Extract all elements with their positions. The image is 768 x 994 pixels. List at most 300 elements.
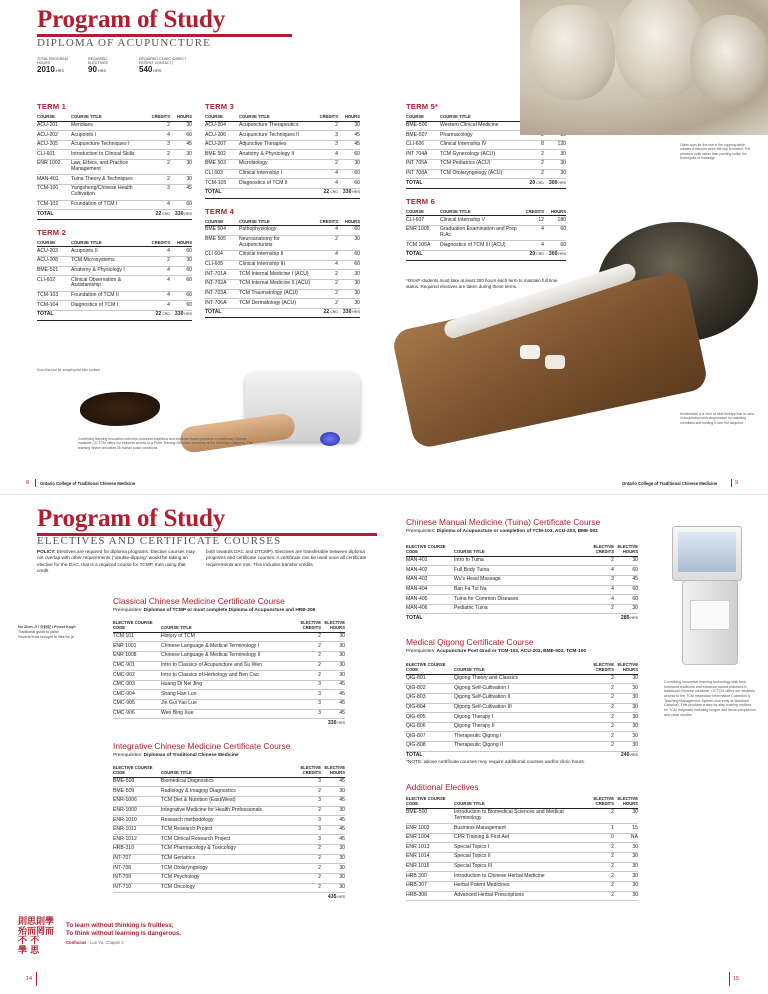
integrative-prereq	[113, 753, 239, 758]
course-title: Radiology & Imaging Diagnostics	[161, 787, 297, 797]
course-code: QIG-804	[406, 703, 454, 713]
course-credits: 2	[590, 604, 614, 614]
course-code: ACU-208	[37, 256, 71, 266]
course-code: ENR-1009	[113, 806, 161, 816]
table-row	[113, 690, 345, 700]
course-credits: 2	[590, 556, 614, 566]
quote-source	[66, 940, 124, 945]
qigong-note: *NOTE: above certificate courses may require additional courses and/or clinic hours.	[406, 760, 586, 765]
col-course: COURSE	[205, 218, 239, 226]
course-hours: 30	[614, 881, 638, 891]
course-credits: 3	[148, 185, 170, 200]
course-hours: 45	[170, 185, 192, 200]
course-hours: 30	[321, 845, 345, 855]
course-credits: 4	[316, 251, 338, 261]
col-header: ELECTIVE COURSE CODE	[406, 796, 454, 808]
col-header: ELECTIVE COURSE CODE	[406, 662, 454, 674]
course-title: Intro to Tuina	[454, 556, 590, 566]
course-code: ACU-202	[37, 131, 71, 141]
col-course: COURSE	[37, 113, 71, 121]
moxa-caption: Moxibustion is a form of heat therapy that is used in conjunction with acupuncture for warming meridians and holding it over the acupoint.	[680, 412, 754, 425]
course-title: Ban Fa Tui Na	[454, 585, 590, 595]
hours-unit: HRS	[336, 720, 345, 725]
col-credits: CREDITS	[522, 208, 544, 216]
term-table	[37, 113, 192, 220]
total-hours: 330 HRS	[338, 188, 360, 198]
course-code: INT 704A	[406, 150, 440, 160]
table-row	[205, 179, 360, 189]
course-title: Special Topics III	[454, 862, 590, 872]
course-credits: 4	[148, 266, 170, 276]
course-title: Therapeutic Qigong II	[454, 742, 590, 752]
total-hours: 330 HRS	[327, 719, 345, 726]
total-spacer	[71, 210, 148, 220]
course-credits: 3	[297, 835, 321, 845]
course-title: Western Clinical Medicine	[440, 121, 522, 131]
footer-divider	[36, 972, 37, 986]
course-table	[406, 662, 638, 760]
course-hours: 30	[614, 862, 638, 872]
course-title: TCM Dermatology (ACU)	[239, 299, 316, 309]
course-table	[113, 765, 345, 902]
course-credits: 2	[590, 693, 614, 703]
course-title: Special Topics II	[454, 853, 590, 863]
total-hours: 285 HRS	[620, 614, 638, 621]
col-credits: CREDITS	[316, 218, 338, 226]
course-title: Intro to Classics of Herbology and Ben Cao	[161, 671, 297, 681]
course-credits: 2	[590, 862, 614, 872]
course-credits: 3	[297, 700, 321, 710]
course-credits: 2	[590, 808, 614, 823]
course-hours: 60	[338, 150, 360, 160]
course-code: BME 502	[205, 150, 239, 160]
course-hours: 30	[614, 684, 638, 694]
course-code: TCM-103	[37, 291, 71, 301]
table-row	[205, 121, 360, 131]
total-label: TOTAL	[205, 188, 239, 198]
col-header: COURSE TITLE	[161, 765, 297, 777]
course-title: Chinese Language & Medical Terminology I	[161, 642, 297, 652]
course-hours: 30	[321, 787, 345, 797]
course-hours: 30	[321, 632, 345, 642]
course-hours: 30	[614, 604, 638, 614]
stat-unit: HRS	[54, 69, 64, 74]
course-code: CLI 603	[205, 169, 239, 179]
course-credits: 2	[522, 160, 544, 170]
course-code: CMC-904	[113, 690, 161, 700]
total-spacer	[590, 751, 614, 760]
qigong-prereq	[406, 649, 586, 654]
course-credits: 4	[590, 595, 614, 605]
side-caption-title: Nu Zhen Ji / 女針紀 / Pinset Kogh	[18, 625, 76, 629]
table-row	[113, 816, 345, 826]
table-row	[406, 703, 638, 713]
table-row	[406, 160, 566, 170]
col-course: COURSE	[37, 239, 71, 247]
course-title: Huang Di Nei Jing	[161, 680, 297, 690]
course-credits: 2	[297, 806, 321, 816]
course-code: HRB-307	[406, 881, 454, 891]
course-hours: 15	[614, 824, 638, 834]
course-hours: 45	[321, 709, 345, 719]
course-code: QIG-803	[406, 693, 454, 703]
course-hours: 30	[614, 843, 638, 853]
course-hours: 60	[170, 247, 192, 257]
course-code: BME 503	[205, 160, 239, 170]
table-row	[37, 175, 192, 185]
course-credits: 3	[297, 777, 321, 787]
course-code: MAN-402	[406, 566, 454, 576]
course-title: Jin Gui Yao Lue	[161, 700, 297, 710]
course-title: History of TCM	[161, 632, 297, 642]
col-header: ELECTIVE HOURS	[321, 620, 345, 632]
course-code: ACU-207	[205, 140, 239, 150]
course-credits: 3	[590, 575, 614, 585]
course-code: CLI-601	[37, 150, 71, 160]
col-hours: HOURS	[338, 218, 360, 226]
course-hours: 45	[321, 825, 345, 835]
total-label: TOTAL	[406, 251, 440, 261]
course-hours: 45	[321, 680, 345, 690]
course-credits: 4	[148, 276, 170, 291]
course-title: Integrative Medicine for Health Professionals	[161, 806, 297, 816]
term-heading: TERM 4	[205, 206, 235, 216]
col-header: COURSE TITLE	[454, 544, 590, 556]
col-header: ELECTIVE COURSE CODE	[113, 620, 161, 632]
cupping-glass-image	[520, 0, 768, 135]
prereq-label: Prerequisites:	[113, 753, 143, 758]
course-hours: 60	[170, 131, 192, 141]
course-title: TCM Otolaryngology	[161, 864, 297, 874]
course-credits: 1	[590, 824, 614, 834]
hours-unit: HRS	[629, 753, 638, 758]
course-code: TCM 101	[113, 632, 161, 642]
col-hours: HOURS	[170, 113, 192, 121]
total-credits: 22 CRD	[316, 188, 338, 198]
course-hours: 60	[338, 179, 360, 189]
course-code: INT-710	[113, 883, 161, 893]
course-code: CMC-902	[113, 671, 161, 681]
course-code: HRB 300	[406, 872, 454, 882]
col-header: ELECTIVE CREDITS	[590, 662, 614, 674]
course-hours: 30	[321, 642, 345, 652]
stat-unit: HRS	[96, 69, 106, 74]
course-hours: 30	[170, 256, 192, 266]
prereq-value: Diplomas of Traditional Chinese Medicine	[143, 753, 239, 758]
prereq-label: Prerequisites:	[113, 608, 143, 613]
table-row	[113, 709, 345, 719]
course-code: CMC-905	[113, 700, 161, 710]
course-code: ENR 1005	[406, 226, 440, 241]
course-title: Qigong Therapy I	[454, 713, 590, 723]
page-8-title: Program of Study	[37, 6, 225, 33]
course-title: Introduction to Biomedical Sciences and Medical Terminology	[454, 808, 590, 823]
col-title: COURSE TITLE	[440, 113, 522, 121]
total-label	[113, 719, 161, 728]
table-row	[406, 684, 638, 694]
course-credits: 3	[316, 131, 338, 141]
course-credits: 2	[316, 160, 338, 170]
table-row	[37, 140, 192, 150]
course-credits: 2	[590, 722, 614, 732]
total-hours: 330 HRS	[338, 308, 360, 318]
course-title: Introduction to Clinical Skills	[71, 150, 148, 160]
total-credits: 20 CRD	[522, 251, 544, 261]
total-credits: 22 CRD	[148, 210, 170, 220]
course-code: INT-703A	[205, 289, 239, 299]
course-code: MAN-406	[406, 604, 454, 614]
course-title: Clinical Internship II	[239, 251, 316, 261]
course-hours: 45	[338, 140, 360, 150]
course-title: Acupoints II	[71, 247, 148, 257]
hours-unit: HRS	[183, 211, 192, 216]
col-header: ELECTIVE HOURS	[614, 796, 638, 808]
course-credits: 2	[148, 256, 170, 266]
course-title: Qigong Self-Cultivation III	[454, 703, 590, 713]
course-title: Tuina Theory & Techniques	[71, 175, 148, 185]
course-code: ENR 1002	[37, 160, 71, 175]
course-hours: 45	[321, 796, 345, 806]
course-credits: 2	[297, 845, 321, 855]
total-hours: 300 HRS	[544, 179, 566, 189]
course-code: ENR 1014	[406, 853, 454, 863]
course-credits: 2	[316, 279, 338, 289]
prereq-value: Acupuncture Post Grad or TCM-103, ACU-203, BME-502, TCM-100	[436, 649, 587, 654]
term-heading: TERM 2	[37, 227, 67, 237]
col-hours: HOURS	[170, 239, 192, 247]
course-credits: 4	[148, 247, 170, 257]
course-hours: 30	[614, 891, 638, 901]
course-hours: 60	[170, 266, 192, 276]
course-title: TCM Oncology	[161, 883, 297, 893]
page-number-15: 15	[733, 976, 740, 982]
total-credits: 22 CRD	[148, 310, 170, 320]
total-hours: 330 HRS	[170, 210, 192, 220]
course-credits: 4	[316, 260, 338, 270]
total-hours: 435 HRS	[327, 893, 345, 900]
machine-caption: Combining innovative learning technology with time-honoured traditions and evidence based practices in traditional Chinese medicine, OCTCM offers our students access to the TCM Inspection Information Collection & Teaching Management System (currently at Markham Campus). This provides a step by step training method for TCM diagnosis including tongue and facial complexion and class studies.	[664, 680, 756, 717]
col-header: ELECTIVE HOURS	[614, 544, 638, 556]
course-code: INT-701A	[205, 270, 239, 280]
table-row	[113, 796, 345, 806]
course-hours: 30	[614, 742, 638, 752]
additional-electives-title: Additional Electives	[406, 782, 479, 792]
additional-electives-table	[406, 796, 638, 901]
table-row	[406, 216, 566, 226]
course-credits: 2	[148, 160, 170, 175]
total-row	[406, 251, 566, 261]
course-credits: 4	[148, 200, 170, 210]
total-row	[113, 893, 345, 902]
course-hours: 30	[338, 299, 360, 309]
course-title: TCM Clinical Research Project	[161, 835, 297, 845]
total-label	[113, 893, 161, 902]
course-code: QIG-807	[406, 732, 454, 742]
table-row	[37, 185, 192, 200]
policy-text-a: Electives are required for diploma programs. Elective courses may not overlap with other requirements ("double-dipping" would be taking an elective for the DAC, that is a required course for TCMP, then using that credit	[37, 549, 195, 574]
stat-block	[139, 57, 199, 74]
course-code: ACU-203	[37, 247, 71, 257]
course-credits: 0	[590, 833, 614, 843]
table-row	[406, 556, 638, 566]
table-row	[406, 241, 566, 251]
col-header: ELECTIVE HOURS	[614, 662, 638, 674]
stat-value: 540 HRS	[139, 65, 162, 75]
course-hours: 45	[170, 140, 192, 150]
term-heading: TERM 1	[37, 102, 67, 111]
table-row	[37, 150, 192, 160]
course-hours: 30	[614, 732, 638, 742]
course-credits: 3	[316, 140, 338, 150]
course-title: Qigong Theory and Classics	[454, 674, 590, 684]
tuina-table	[406, 544, 638, 623]
prereq-label: Prerequisites:	[406, 529, 436, 534]
course-code: CMC-901	[113, 661, 161, 671]
total-spacer	[297, 893, 321, 902]
course-credits: 4	[316, 169, 338, 179]
total-spacer	[239, 308, 316, 318]
course-title: TCM Pharmacology & Toxicology	[161, 845, 297, 855]
course-code: BME-508	[113, 777, 161, 787]
policy-text-continued: both towards DAC and DTCMP). Electives are transferable between diploma programs and certificate courses. A certificate can be used once all certificate requirements are met. This includes transfer credits.	[206, 549, 367, 567]
term-column-2	[205, 102, 360, 326]
course-credits: 2	[148, 121, 170, 131]
course-credits: 12	[522, 216, 544, 226]
course-code: QIG-806	[406, 722, 454, 732]
table-row	[406, 604, 638, 614]
course-title: Diagnostics of TCM I	[71, 301, 148, 311]
total-label: TOTAL	[37, 210, 71, 220]
course-hours: 60	[614, 585, 638, 595]
total-label: TOTAL	[37, 310, 71, 320]
pulse-simulator-caption: Combining learning innovation with time-honoured traditions and evidence based practices in traditional Chinese medicine, OCTCM offers our students access to a Pulse Training Simulator (currently at the Markham Campus). The learning device simulates 36 human pulse conditions.	[78, 437, 253, 450]
course-hours: 60	[614, 595, 638, 605]
course-title: TCM Gynecology (ACU)	[440, 150, 522, 160]
course-title: Business Management	[454, 824, 590, 834]
table-row	[113, 835, 345, 845]
course-credits: 2	[590, 684, 614, 694]
table-row	[205, 226, 360, 236]
table-row	[113, 845, 345, 855]
total-spacer	[590, 614, 614, 623]
col-header: COURSE TITLE	[454, 662, 590, 674]
program-stats	[37, 57, 199, 74]
table-header-row	[113, 620, 345, 632]
course-code: MAN-403	[406, 575, 454, 585]
course-credits: 2	[297, 632, 321, 642]
col-course: COURSE	[406, 208, 440, 216]
course-hours: 30	[544, 169, 566, 179]
course-title: Adjunctive Therapies	[239, 140, 316, 150]
page-14-title: Program of Study	[37, 505, 225, 532]
course-hours: 60	[170, 276, 192, 291]
course-title: Anatomy & Physiology I	[71, 266, 148, 276]
course-credits: 2	[297, 787, 321, 797]
table-row	[406, 891, 638, 901]
course-code: CMC-903	[113, 680, 161, 690]
term-block	[37, 102, 192, 220]
term-block	[406, 197, 566, 261]
col-title: COURSE TITLE	[71, 239, 148, 247]
prereq-label: Prerequisites:	[406, 649, 436, 654]
total-spacer	[161, 719, 297, 728]
course-title: Pediatric Tuina	[454, 604, 590, 614]
course-credits: 2	[297, 642, 321, 652]
course-hours: 60	[338, 251, 360, 261]
credits-unit: CRD	[535, 180, 544, 185]
course-hours: 45	[321, 690, 345, 700]
simulator-light	[320, 432, 340, 446]
course-hours: 30	[614, 808, 638, 823]
course-code: TCM-102	[37, 200, 71, 210]
course-title: Therapeutic Qigong I	[454, 732, 590, 742]
table-row	[37, 276, 192, 291]
course-credits: 4	[522, 226, 544, 241]
table-row	[113, 700, 345, 710]
course-credits: 2	[297, 864, 321, 874]
table-row	[113, 642, 345, 652]
tcm-inspection-machine-image	[660, 520, 760, 670]
total-label: TOTAL	[406, 752, 423, 759]
total-row	[406, 179, 566, 189]
course-credits: 4	[148, 301, 170, 311]
course-credits: 3	[297, 709, 321, 719]
hours-unit: HRS	[629, 615, 638, 620]
term-table	[406, 208, 566, 261]
quote	[66, 922, 181, 938]
stat-value: 2010 HRS	[37, 65, 64, 75]
table-row	[406, 843, 638, 853]
table-row	[406, 226, 566, 241]
course-hours: 30	[614, 556, 638, 566]
total-row	[205, 308, 360, 318]
table-row	[205, 131, 360, 141]
col-header: ELECTIVE CREDITS	[590, 796, 614, 808]
table-row	[406, 742, 638, 752]
course-credits: 4	[148, 131, 170, 141]
term-table	[205, 218, 360, 319]
total-spacer	[440, 251, 522, 261]
col-credits: CREDITS	[148, 113, 170, 121]
course-hours: 60	[170, 301, 192, 311]
col-header: ELECTIVE COURSE CODE	[113, 765, 161, 777]
course-credits: 2	[148, 175, 170, 185]
course-hours: 30	[338, 270, 360, 280]
col-header: ELECTIVE COURSE CODE	[406, 544, 454, 556]
course-hours: 60	[338, 260, 360, 270]
quote-work: · Lun Yu, Chapter 2	[86, 940, 124, 945]
course-credits: 3	[297, 796, 321, 806]
table-row	[113, 661, 345, 671]
stat-label: TOTAL PROGRAM HOURS	[37, 57, 68, 66]
course-title: Tuina for Common Diseases	[454, 595, 590, 605]
course-hours: 30	[170, 160, 192, 175]
course-credits: 2	[297, 671, 321, 681]
course-code: TCM 106A	[406, 241, 440, 251]
course-code: INT 705A	[406, 160, 440, 170]
course-code: QIG-805	[406, 713, 454, 723]
course-hours: 30	[338, 289, 360, 299]
course-code: INT-702A	[205, 279, 239, 289]
course-title: CPR Training & First Aid	[454, 833, 590, 843]
table-row	[406, 150, 566, 160]
course-credits: 2	[590, 674, 614, 684]
total-row	[113, 719, 345, 728]
tuina-prereq	[406, 529, 598, 534]
table-row	[406, 862, 638, 872]
course-hours: 45	[321, 700, 345, 710]
course-title: Clinical Observation & Assistantship	[71, 276, 148, 291]
